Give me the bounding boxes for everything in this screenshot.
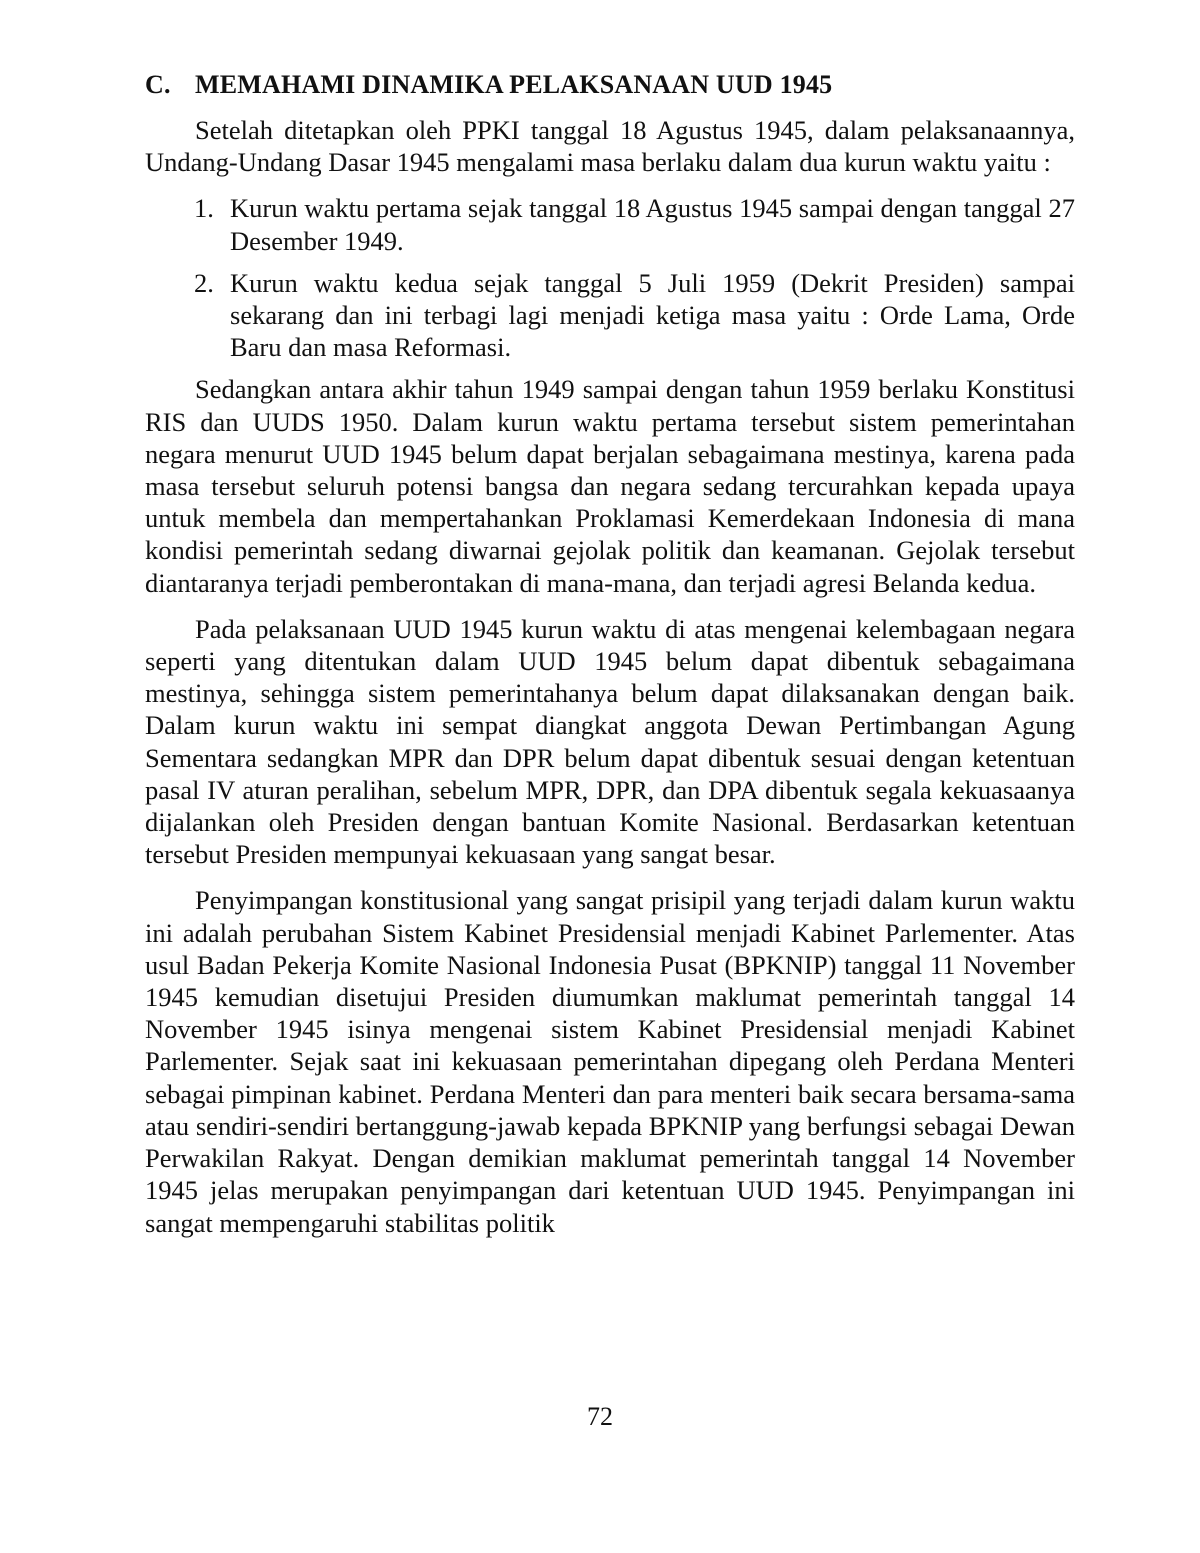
section-heading — [145, 70, 832, 100]
page-number: 72 — [587, 1402, 613, 1431]
list-item — [194, 267, 1075, 364]
document-body — [145, 114, 1075, 1253]
list-text: Kurun waktu pertama sejak tanggal 18 Agustus 1945 sampai dengan tanggal 27 Desember 1949. — [230, 193, 1075, 256]
list-text: Kurun waktu kedua sejak tanggal 5 Juli 1959 (Dekrit Presiden) sampai sekarang dan ini terbagi lagi menjadi ketiga masa yaitu : Orde Lama, Orde Baru dan masa Reformasi. — [230, 267, 1075, 363]
period-list — [145, 192, 1075, 363]
list-item — [194, 192, 1075, 256]
intro-paragraph: Setelah ditetapkan oleh PPKI tanggal 18 Agustus 1945, dalam pelaksanaannya, Undang-Undang Dasar 1945 mengalami masa berlaku dalam dua kurun waktu yaitu : — [145, 115, 1075, 178]
list-number: 2. — [194, 267, 214, 298]
list-number: 1. — [194, 193, 214, 224]
section-letter: C. — [145, 70, 171, 99]
body-paragraph: Pada pelaksanaan UUD 1945 kurun waktu di atas mengenai kelembagaan negara seperti yang ditentukan dalam UUD 1945 belum dapat dibentuk sebagaimana mestinya, sehingga sistem pemerintahanya belum dapat dilaksanakan dengan baik. Dalam kurun waktu ini sempat diangkat anggota Dewan Pertimbangan Agung Sementara sedangkan MPR dan DPR belum dapat dibentuk sesuai dengan ketentuan pasal IV aturan peralihan, sebelum MPR, DPR, dan DPA dibentuk segala kekuasaanya dijalankan oleh Presiden dengan bantuan Komite Nasional. Berdasarkan ketentuan tersebut Presiden mempunyai kekuasaan yang sangat besar. — [145, 613, 1075, 870]
body-paragraph: Penyimpangan konstitusional yang sangat prisipil yang terjadi dalam kurun waktu ini adalah perubahan Sistem Kabinet Presidensial menjadi Kabinet Parlementer. Atas usul Badan Pekerja Komite Nasional Indonesia Pusat (BPKNIP) tanggal 11 November 1945 kemudian disetujui Presiden diumumkan maklumat pemerintah tanggal 14 November 1945 isinya mengenai sistem Kabinet Presidensial menjadi Kabinet Parlementer. Sejak saat ini kekuasaan pemerintahan dipegang oleh Perdana Menteri sebagai pimpinan kabinet. Perdana Menteri dan para menteri baik secara bersama-sama atau sendiri-sendiri bertanggung-jawab kepada BPKNIP yang berfungsi sebagai Dewan Perwakilan Rakyat. Dengan demikian maklumat pemerintah tanggal 14 November 1945 jelas merupakan penyimpangan dari ketentuan UUD 1945. Penyimpangan ini sangat mempengaruhi stabilitas politik — [145, 885, 1075, 1238]
body-paragraph: Sedangkan antara akhir tahun 1949 sampai dengan tahun 1959 berlaku Konstitusi RIS dan UUDS 1950. Dalam kurun waktu pertama tersebut sistem pemerintahan negara menurut UUD 1945 belum dapat berjalan sebagaimana mestinya, karena pada masa tersebut seluruh potensi bangsa dan negara sedang tercurahkan kepada upaya untuk membela dan mempertahankan Proklamasi Kemerdekaan Indonesia di mana kondisi pemerintah sedang diwarnai gejolak politik dan keamanan. Gejolak tersebut diantaranya terjadi pemberontakan di mana-mana, dan terjadi agresi Belanda kedua. — [145, 374, 1075, 598]
section-title: MEMAHAMI DINAMIKA PELAKSANAAN UUD 1945 — [195, 70, 833, 99]
